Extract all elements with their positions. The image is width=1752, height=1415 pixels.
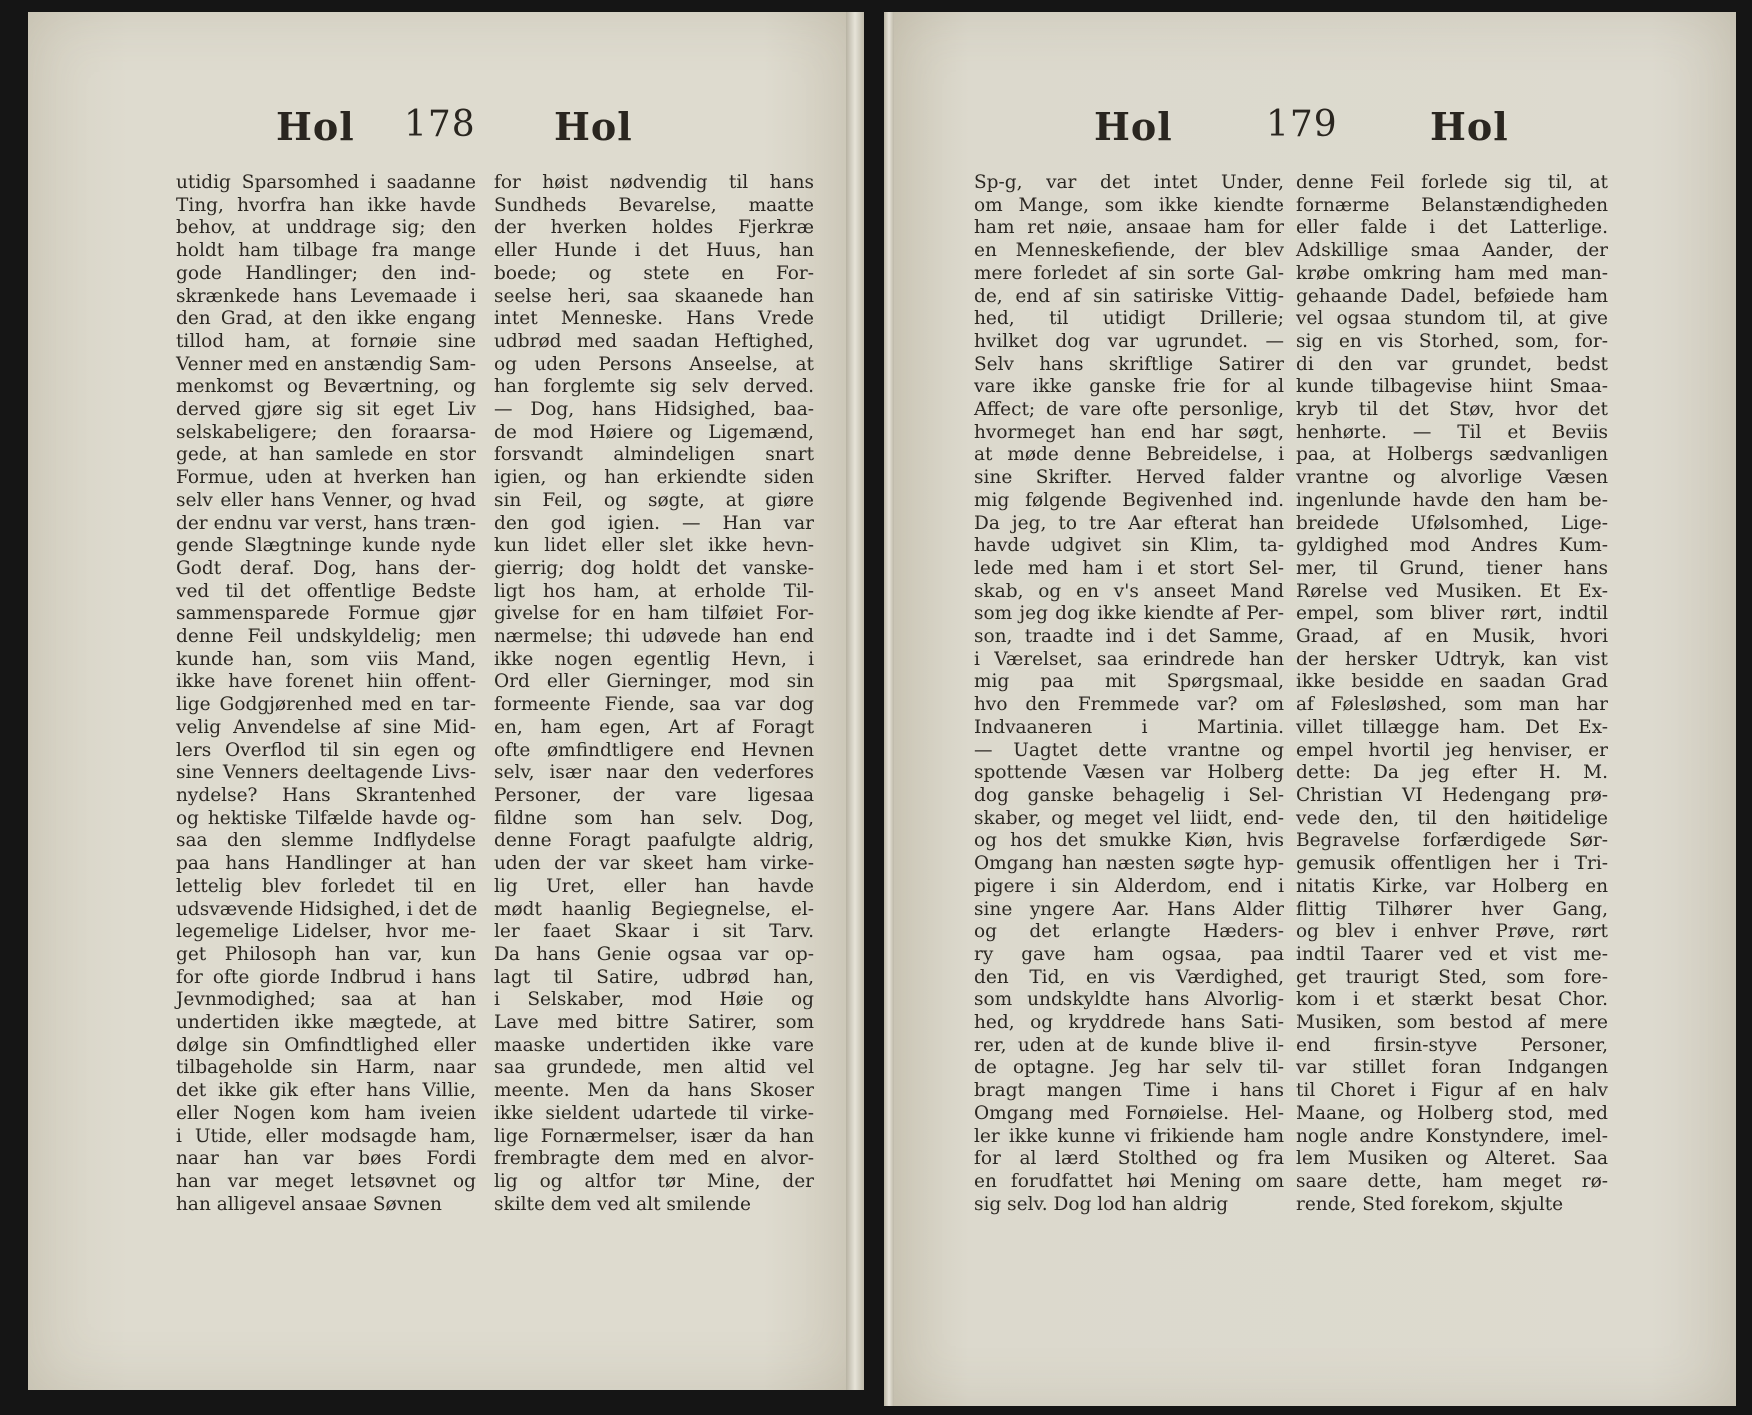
- text-line: — Uagtet dette vrantne og: [974, 739, 1284, 761]
- text-line: lettelig blev forledet til en: [176, 875, 476, 897]
- right-column-1: [974, 172, 1284, 1216]
- text-line: hed, til utidigt Drillerie;: [974, 308, 1284, 330]
- text-line: flittig Tilhører hver Gang,: [1296, 898, 1608, 920]
- text-line: eller falde i det Latterlige.: [1296, 217, 1608, 239]
- text-line: eller Hunde i det Huus, han: [494, 240, 814, 262]
- text-line: Omgang med Fornøielse. Hel-: [974, 1102, 1284, 1124]
- text-line: de optagne. Jeg har selv til-: [974, 1057, 1284, 1079]
- text-line: vare ikke ganske frie for al: [974, 376, 1284, 398]
- text-line: Da hans Genie ogsaa var op-: [494, 943, 814, 965]
- text-line: som undskyldte hans Alvorlig-: [974, 989, 1284, 1011]
- text-line: lagt til Satire, udbrød han,: [494, 966, 814, 988]
- text-line: Rørelse ved Musiken. Et Ex-: [1296, 580, 1608, 602]
- text-line: hvormeget han end har søgt,: [974, 421, 1284, 443]
- text-line: ligt hos ham, at erholde Til-: [494, 580, 814, 602]
- text-line: udsvævende Hidsighed, i det de: [176, 898, 478, 920]
- right-page: [884, 12, 1736, 1406]
- text-line: Lave med bittre Satirer, som: [494, 1012, 814, 1034]
- text-line: Omgang han næsten søgte hyp-: [974, 853, 1284, 875]
- text-line: mødt haanlig Begiegnelse, el-: [494, 898, 814, 920]
- right-page-gutter: [884, 12, 894, 1406]
- text-line: den god igien. — Han var: [494, 512, 814, 534]
- text-line: for høist nødvendig til hans: [494, 172, 814, 193]
- text-line: sine Skrifter. Herved falder: [974, 467, 1284, 489]
- text-line: han alligevel ansaae Søvnen: [176, 1193, 442, 1215]
- right-running-head-right: Hol: [1430, 104, 1509, 149]
- text-line: mer, til Grund, tiener hans: [1296, 557, 1608, 579]
- text-line: — Dog, hans Hidsighed, baa-: [494, 399, 814, 421]
- right-running-head-left: Hol: [1094, 104, 1173, 149]
- text-line: for al lærd Stolthed og fra: [974, 1148, 1284, 1170]
- text-line: og hos det smukke Kiøn, hvis: [974, 830, 1284, 852]
- text-line: mig følgende Begivenhed ind.: [974, 489, 1284, 511]
- text-line: uden der var skeet ham virke-: [494, 853, 814, 875]
- right-page-number: 179: [1266, 104, 1338, 145]
- text-line: lede med ham i et stort Sel-: [974, 557, 1284, 579]
- text-line: lige Godgjørenhed med en tar-: [176, 694, 476, 716]
- text-line: saa grundede, men altid vel: [494, 1057, 814, 1079]
- text-line: sammensparede Formue gjør: [176, 603, 476, 625]
- text-line: som jeg dog ikke kiendte af Per-: [974, 603, 1284, 625]
- text-line: udbrød med saadan Heftighed,: [494, 330, 814, 352]
- text-line: ham ret nøie, ansaae ham for: [974, 217, 1284, 239]
- text-line: krøbe omkring ham med man-: [1296, 262, 1608, 284]
- text-line: ofte ømfindtligere end Hevnen: [494, 739, 814, 761]
- text-line: ikke have forenet hiin offent-: [176, 671, 476, 693]
- right-column-2: [1296, 172, 1608, 1216]
- text-line: en Menneskefiende, der blev: [974, 240, 1284, 262]
- text-line: nydelse? Hans Skrantenhed: [176, 784, 476, 806]
- text-line: mig paa mit Spørgsmaal,: [974, 671, 1284, 693]
- text-line: bragt mangen Time i hans: [974, 1080, 1284, 1102]
- text-line: Ting, hvorfra han ikke havde: [176, 194, 476, 216]
- text-line: i Selskaber, mod Høie og: [494, 989, 814, 1011]
- text-line: frembragte dem med en alvor-: [494, 1148, 814, 1170]
- text-line: Selv hans skriftlige Satirer: [974, 353, 1284, 375]
- text-line: de, end af sin satiriske Vittig-: [974, 285, 1284, 307]
- text-line: i Værelset, saa erindrede han: [974, 648, 1284, 670]
- text-line: skaber, og meget vel liidt, end-: [974, 807, 1284, 829]
- text-line: fornærme Belanstændigheden: [1296, 194, 1608, 216]
- text-line: vrantne og alvorlige Væsen: [1296, 467, 1608, 489]
- text-line: mere forledet af sin sorte Gal-: [974, 262, 1284, 284]
- text-line: en, ham egen, Art af Foragt: [494, 716, 814, 738]
- text-line: skrænkede hans Levemaade i: [176, 285, 476, 307]
- text-line: lige Fornærmelser, især da han: [494, 1125, 814, 1147]
- text-line: formeente Fiende, saa var dog: [494, 694, 814, 716]
- text-line: det ikke gik efter hans Villie,: [176, 1080, 476, 1102]
- text-line: der hverken holdes Fjerkræ: [494, 217, 814, 239]
- text-line: Christian VI Hedengang prø-: [1296, 784, 1608, 806]
- text-line: denne Feil forlede sig til, at: [1296, 172, 1608, 193]
- text-line: Sundheds Bevarelse, maatte: [494, 194, 814, 216]
- text-line: gemusik offentligen her i Tri-: [1296, 853, 1608, 875]
- text-line: selv eller hans Venner, og hvad: [176, 489, 476, 511]
- text-line: ikke sieldent udartede til virke-: [494, 1102, 814, 1124]
- text-line: Personer, der vare ligesaa: [494, 784, 814, 806]
- text-line: lers Overflod til sin egen og: [176, 739, 476, 761]
- text-line: om Mange, som ikke kiendte: [974, 194, 1284, 216]
- text-line: intet Menneske. Hans Vrede: [494, 308, 814, 330]
- text-line: dog ganske behagelig i Sel-: [974, 784, 1284, 806]
- text-line: holdt ham tilbage fra mange: [176, 240, 476, 262]
- text-line: af Følesløshed, som man har: [1296, 694, 1608, 716]
- text-line: Musiken, som bestod af mere: [1296, 1012, 1608, 1034]
- text-line: eller Nogen kom ham iveien: [176, 1102, 476, 1124]
- text-line: selskabeligere; den foraarsa-: [176, 421, 476, 443]
- text-line: kryb til det Støv, hvor det: [1296, 399, 1608, 421]
- text-line: for ofte giorde Indbrud i hans: [176, 966, 476, 988]
- left-page-gutter: [846, 12, 864, 1390]
- left-running-head-left: Hol: [276, 104, 355, 149]
- text-line: boede; og stete en For-: [494, 262, 814, 284]
- text-line: paa hans Handlinger at han: [176, 853, 476, 875]
- text-line: at møde denne Bebreidelse, i: [974, 444, 1284, 466]
- text-line: get Philosoph han var, kun: [176, 943, 476, 965]
- text-line: lig Uret, eller han havde: [494, 875, 814, 897]
- text-line: end firsin-styve Personer,: [1296, 1034, 1608, 1056]
- text-line: ry gave ham ogsaa, paa: [974, 943, 1284, 965]
- text-line: kunde han, som viis Mand,: [176, 648, 476, 670]
- text-line: kunde tilbagevise hiint Smaa-: [1296, 376, 1608, 398]
- text-line: ler ikke kunne vi frikiende ham: [974, 1125, 1284, 1147]
- text-line: fildne som han selv. Dog,: [494, 807, 814, 829]
- text-line: den Tid, en vis Værdighed,: [974, 966, 1284, 988]
- text-line: get traurigt Sted, som fore-: [1296, 966, 1608, 988]
- text-line: sig selv. Dog lod han aldrig: [974, 1193, 1229, 1215]
- text-line: skilte dem ved alt smilende: [494, 1193, 751, 1215]
- text-line: sin Feil, og søgte, at giøre: [494, 489, 814, 511]
- text-line: tilbageholde sin Harm, naar: [176, 1057, 476, 1079]
- text-line: nitatis Kirke, var Holberg en: [1296, 875, 1608, 897]
- text-line: og blev i enhver Prøve, rørt: [1296, 921, 1608, 943]
- text-line: maaske undertiden ikke vare: [494, 1034, 814, 1056]
- text-line: breidede Ufølsomhed, Lige-: [1296, 512, 1608, 534]
- left-page-number: 178: [404, 104, 476, 145]
- text-line: den Grad, at den ikke engang: [176, 308, 476, 330]
- text-line: empel hvortil jeg henviser, er: [1296, 739, 1608, 761]
- text-line: gierrig; dog holdt det vanske-: [494, 557, 814, 579]
- left-column-2: [494, 172, 814, 1216]
- text-line: saa den slemme Indflydelse: [176, 830, 476, 852]
- text-line: utidig Sparsomhed i saadanne: [176, 172, 476, 193]
- text-line: paa, at Holbergs sædvanligen: [1296, 444, 1608, 466]
- text-line: dette: Da jeg efter H. M.: [1296, 762, 1608, 784]
- text-line: var stillet foran Indgangen: [1296, 1057, 1608, 1079]
- text-line: og hektiske Tilfælde havde og-: [176, 807, 476, 829]
- text-line: selv, især naar den vederfores: [494, 762, 814, 784]
- text-line: denne Foragt paafulgte aldrig,: [494, 830, 814, 852]
- text-line: di den var grundet, bedst: [1296, 353, 1608, 375]
- text-line: Indvaaneren i Martinia.: [974, 716, 1284, 738]
- text-line: kun lidet eller slet ikke hevn-: [494, 535, 814, 557]
- text-line: sig en vis Storhed, som, for-: [1296, 330, 1608, 352]
- text-line: igien, og han erkiendte siden: [494, 467, 814, 489]
- text-line: sine Venners deeltagende Livs-: [176, 762, 476, 784]
- text-line: indtil Taarer ved et vist me-: [1296, 943, 1608, 965]
- text-line: der endnu var verst, hans træn-: [176, 512, 476, 534]
- text-line: lem Musiken og Alteret. Saa: [1296, 1148, 1608, 1170]
- text-line: gode Handlinger; den ind-: [176, 262, 476, 284]
- text-line: sine yngere Aar. Hans Alder: [974, 898, 1284, 920]
- text-line: hed, og kryddrede hans Sati-: [974, 1012, 1284, 1034]
- text-line: ler faaet Skaar i sit Tarv.: [494, 921, 814, 943]
- text-line: gyldighed mod Andres Kum-: [1296, 535, 1608, 557]
- text-line: spottende Væsen var Holberg: [974, 762, 1284, 784]
- text-line: Ord eller Gierninger, mod sin: [494, 671, 814, 693]
- text-line: skab, og en v's anseet Mand: [974, 580, 1284, 602]
- left-page: [28, 12, 864, 1390]
- text-line: til Choret i Figur af en halv: [1296, 1080, 1608, 1102]
- text-line: behov, at unddrage sig; den: [176, 217, 476, 239]
- text-line: Begravelse forfærdigede Sør-: [1296, 830, 1608, 852]
- text-line: ingenlunde havde den ham be-: [1296, 489, 1608, 511]
- text-line: og det erlangte Hæders-: [974, 921, 1284, 943]
- text-line: Venner med en anstændig Sam-: [176, 353, 476, 375]
- text-line: denne Feil undskyldelig; men: [176, 626, 476, 648]
- text-line: villet tillægge ham. Det Ex-: [1296, 716, 1608, 738]
- text-line: forsvandt almindeligen snart: [494, 444, 814, 466]
- text-line: ved til det offentlige Bedste: [176, 580, 476, 602]
- text-line: Graad, af en Musik, hvori: [1296, 626, 1608, 648]
- text-line: gende Slægtninge kunde nyde: [176, 535, 476, 557]
- text-line: Sp-g, var det intet Under,: [974, 172, 1284, 193]
- text-line: seelse heri, saa skaanede han: [494, 285, 814, 307]
- text-line: Da jeg, to tre Aar efterat han: [974, 512, 1284, 534]
- text-line: son, traadte ind i det Samme,: [974, 626, 1284, 648]
- text-line: lig og altfor tør Mine, der: [494, 1170, 814, 1192]
- text-line: nærmelse; thi udøvede han end: [494, 626, 814, 648]
- text-line: empel, som bliver rørt, indtil: [1296, 603, 1608, 625]
- text-line: vede den, til den høitidelige: [1296, 807, 1608, 829]
- text-line: hvilket dog var ugrundet. —: [974, 330, 1284, 352]
- text-line: gehaande Dadel, beføiede ham: [1296, 285, 1608, 307]
- text-line: kom i et stærkt besat Chor.: [1296, 989, 1608, 1011]
- text-line: vel ogsaa stundom til, at give: [1296, 308, 1608, 330]
- text-line: undertiden ikke mægtede, at: [176, 1012, 476, 1034]
- text-line: Jevnmodighed; saa at han: [176, 989, 476, 1011]
- text-line: naar han var bøes Fordi: [176, 1148, 476, 1170]
- text-line: Godt deraf. Dog, hans der-: [176, 557, 476, 579]
- text-line: nogle andre Konstyndere, imel-: [1296, 1125, 1608, 1147]
- left-running-head-right: Hol: [554, 104, 633, 149]
- text-line: dølge sin Omfindtlighed eller: [176, 1034, 476, 1056]
- text-line: saare dette, ham meget rø-: [1296, 1170, 1608, 1192]
- text-line: der hersker Udtryk, kan vist: [1296, 648, 1608, 670]
- text-line: og uden Persons Anseelse, at: [494, 353, 814, 375]
- text-line: gede, at han samlede en stor: [176, 444, 476, 466]
- text-line: hvo den Fremmede var? om: [974, 694, 1284, 716]
- text-line: pigere i sin Alderdom, end i: [974, 875, 1284, 897]
- text-line: menkomst og Beværtning, og: [176, 376, 476, 398]
- text-line: velig Anvendelse af sine Mid-: [176, 716, 476, 738]
- text-line: en forudfattet høi Mening om: [974, 1170, 1284, 1192]
- left-column-1: [176, 172, 476, 1216]
- text-line: havde udgivet sin Klim, ta-: [974, 535, 1284, 557]
- text-line: Adskillige smaa Aander, der: [1296, 240, 1608, 262]
- text-line: Affect; de vare ofte personlige,: [974, 399, 1284, 421]
- text-line: de mod Høiere og Ligemænd,: [494, 421, 814, 443]
- text-line: Maane, og Holberg stod, med: [1296, 1102, 1608, 1124]
- text-line: legemelige Lidelser, hvor me-: [176, 921, 476, 943]
- text-line: rende, Sted forekom, skjulte: [1296, 1193, 1564, 1215]
- text-line: meente. Men da hans Skoser: [494, 1080, 814, 1102]
- text-line: i Utide, eller modsagde ham,: [176, 1125, 476, 1147]
- text-line: han forglemte sig selv derved.: [494, 376, 814, 398]
- text-line: rer, uden at de kunde blive il-: [974, 1034, 1284, 1056]
- text-line: han var meget letsøvnet og: [176, 1170, 476, 1192]
- text-line: tillod ham, at fornøie sine: [176, 330, 476, 352]
- text-line: Formue, uden at hverken han: [176, 467, 476, 489]
- text-line: henhørte. — Til et Beviis: [1296, 421, 1608, 443]
- text-line: ikke nogen egentlig Hevn, i: [494, 648, 814, 670]
- text-line: givelse for en ham tilføiet For-: [494, 603, 814, 625]
- text-line: derved gjøre sig sit eget Liv: [176, 399, 476, 421]
- text-line: ikke besidde en saadan Grad: [1296, 671, 1608, 693]
